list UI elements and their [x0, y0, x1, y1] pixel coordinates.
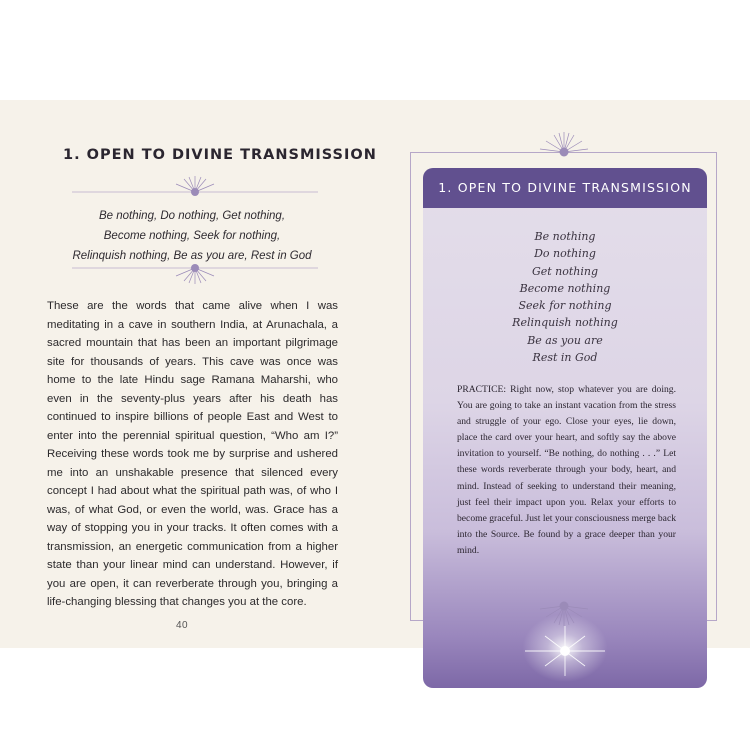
- invocation-quote: [40, 206, 344, 266]
- body-paragraph: [47, 297, 338, 612]
- card-line: Rest in God: [532, 351, 598, 365]
- book-spread: [0, 100, 750, 648]
- card-line: Do nothing: [534, 247, 596, 261]
- page-title: 1. OPEN TO DIVINE TRANSMISSION: [63, 147, 377, 163]
- card-line: Be nothing: [534, 230, 596, 243]
- card-line: Be as you are: [527, 333, 603, 347]
- quote-line: Be nothing, Do nothing, Get nothing,: [98, 210, 286, 222]
- card-title: 1. OPEN TO DIVINE TRANSMISSION: [438, 180, 692, 195]
- card-line: Become nothing: [519, 281, 611, 295]
- quote-line: Relinquish nothing, Be as you are, Rest in God: [72, 250, 312, 262]
- sunburst-ornament-icon: [532, 130, 596, 164]
- star-burst-icon: [525, 626, 605, 676]
- card-line: Relinquish nothing: [512, 316, 618, 330]
- card-invocation: [423, 228, 707, 366]
- sunburst-ornament-icon: [72, 174, 318, 200]
- card-line: Get nothing: [531, 264, 599, 278]
- card-line: Seek for nothing: [518, 299, 612, 313]
- sunburst-ornament-icon: [72, 260, 318, 286]
- body-text: These are the words that came alive when I was meditating in a cave in southern India, at Arunachala, a sacred mountain that has been an important pilgrimage site for thousands of years. This cave was once was home to the late Hindu sage Ramana Maharshi, who even in the seventy-plus years after his death has continued to inspire billions of people East and West to enter into the perennial spiritual question, “Who am I?” Receiving these words took me by surprise and ushered me into an unshakable presence that silenced every concept I had about what the spiritual path was, of who I was, of what God, or even the world, was. Grace has a way of stopping you in your tracks. It often comes with a transmission, an energetic communication from a higher state than your linear mind can understand. However, if you are open, it can reverberate through you, bringing a life-changing blessing that changes you at the core.: [47, 300, 338, 608]
- sunburst-ornament-icon: [532, 594, 596, 628]
- quote-line: Become nothing, Seek for nothing,: [103, 230, 281, 242]
- card-header: [423, 168, 707, 208]
- page-number: 40: [176, 620, 189, 631]
- practice-text: PRACTICE: Right now, stop whatever you are doing. You are going to take an instant vacation from the stress and struggle of your ego. Close your eyes, lie down, place the card over your heart, and softly say the above invitation to yourself. “Be nothing, do nothing . . .” Let these words reverberate through your body, heart, and mind. Instead of seeking to understand their meaning, just feel their impact upon you. Relax your efforts to become graceful. Just let your consciousness merge back into the Source. Be found by a grace deeper than your mind.: [457, 384, 676, 556]
